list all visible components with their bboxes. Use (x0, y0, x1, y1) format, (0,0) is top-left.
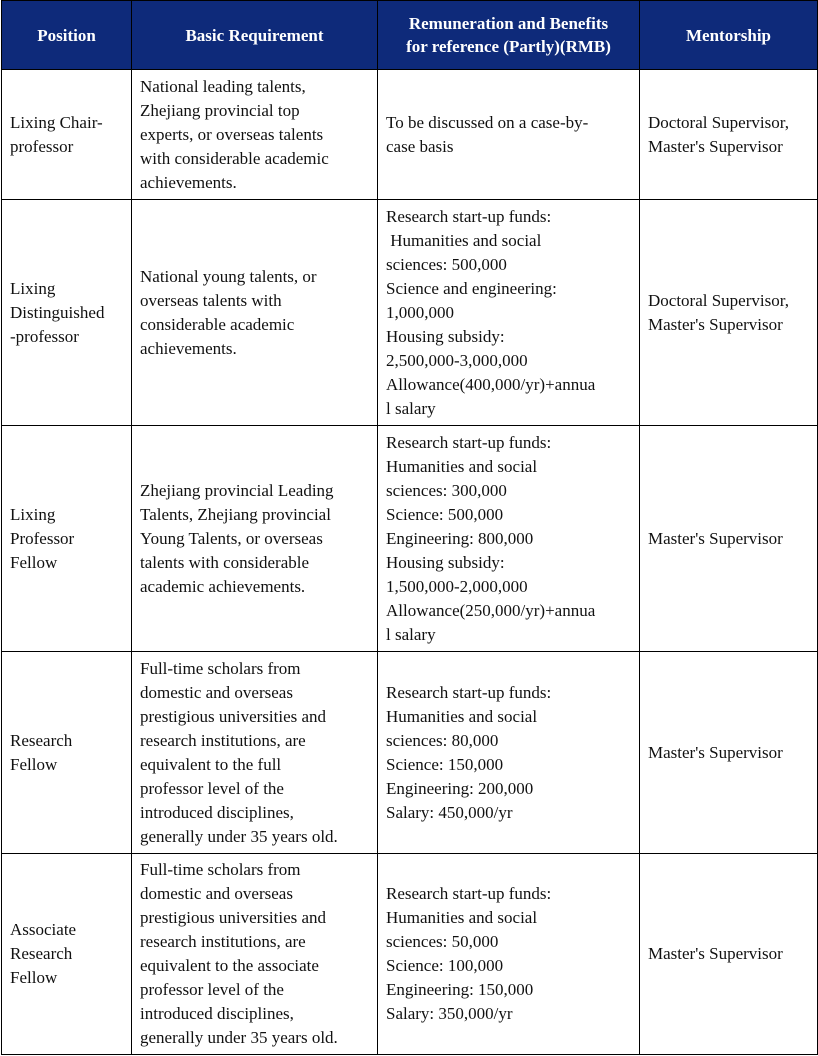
requirement-cell-line: equivalent to the full (140, 754, 282, 774)
remuneration-cell-line: sciences: 500,000 (386, 254, 507, 274)
requirement-cell-line: domestic and overseas (140, 682, 293, 702)
remuneration-cell-line: Humanities and social (386, 706, 538, 726)
remuneration-cell-line: Allowance(250,000/yr)+annua (386, 600, 596, 620)
remuneration-cell-line: sciences: 80,000 (386, 730, 499, 750)
position-cell-line: Fellow (10, 552, 58, 572)
remuneration-cell-line: Humanities and social (386, 908, 538, 927)
requirement-cell-line: achievements. (140, 338, 237, 358)
requirement-cell-line: professor level of the (140, 778, 284, 798)
position-cell-line: Distinguished (10, 302, 105, 322)
table-row (2, 854, 818, 1055)
mentorship-cell-line: Master's Supervisor (648, 136, 783, 156)
requirement-cell-line: equivalent to the associate (140, 956, 319, 975)
header-position: Position (2, 1, 132, 70)
requirement-cell-line: introduced disciplines, (140, 802, 294, 822)
remuneration-cell-line: Housing subsidy: (386, 326, 505, 346)
position-cell-line: Associate (10, 920, 77, 939)
remuneration-cell (378, 426, 640, 652)
remuneration-cell-line: Research start-up funds: (386, 432, 552, 452)
mentorship-cell-line: Master's Supervisor (648, 314, 783, 334)
requirement-cell-line: domestic and overseas (140, 884, 293, 903)
requirement-cell-line: Zhejiang provincial Leading (140, 480, 334, 500)
requirement-cell (132, 70, 378, 200)
remuneration-cell-line: Salary: 350,000/yr (386, 1004, 513, 1023)
mentorship-cell-line: Master's Supervisor (648, 944, 783, 963)
requirement-cell-line: Talents, Zhejiang provincial (140, 504, 331, 524)
remuneration-cell (378, 200, 640, 426)
position-cell (2, 200, 132, 426)
remuneration-cell-line: Science and engineering: (386, 278, 557, 298)
remuneration-cell-line: Science: 500,000 (386, 504, 504, 524)
table-row (2, 652, 818, 854)
position-cell (2, 652, 132, 854)
talent-positions-table (1, 0, 818, 1055)
table-header-row (2, 1, 818, 70)
requirement-cell-line: professor level of the (140, 980, 284, 999)
position-cell-line: Professor (10, 528, 75, 548)
remuneration-cell-line: Humanities and social (386, 230, 542, 250)
remuneration-cell-line: Engineering: 150,000 (386, 980, 534, 999)
requirement-cell-line: prestigious universities and (140, 706, 327, 726)
remuneration-cell-line: Research start-up funds: (386, 206, 552, 226)
position-cell-line: Research (10, 944, 73, 963)
remuneration-cell-line: Housing subsidy: (386, 552, 505, 572)
requirement-cell-line: Full-time scholars from (140, 860, 301, 879)
mentorship-cell-line: Doctoral Supervisor, (648, 112, 789, 132)
header-remuneration (378, 1, 640, 70)
mentorship-cell (640, 854, 818, 1055)
remuneration-cell-line: case basis (386, 136, 454, 156)
requirement-cell (132, 426, 378, 652)
requirement-cell-line: achievements. (140, 172, 237, 192)
remuneration-cell-line: sciences: 50,000 (386, 932, 499, 951)
requirement-cell-line: talents with considerable (140, 552, 310, 572)
requirement-cell-line: Full-time scholars from (140, 658, 301, 678)
position-cell-line: -professor (10, 326, 79, 346)
mentorship-cell-line: Master's Supervisor (648, 528, 783, 548)
remuneration-cell-line: Science: 100,000 (386, 956, 504, 975)
header-remuneration-line1: Remuneration and Benefits (408, 14, 609, 33)
requirement-cell-line: Young Talents, or overseas (140, 528, 323, 548)
remuneration-cell-line: 1,000,000 (386, 302, 454, 322)
remuneration-cell-line: 2,500,000-3,000,000 (386, 350, 528, 370)
requirement-cell-line: overseas talents with (140, 290, 282, 310)
position-cell-line: Lixing (10, 504, 56, 524)
position-cell-line: Lixing Chair- (10, 112, 103, 132)
position-cell-line: Lixing (10, 278, 56, 298)
table-row (2, 200, 818, 426)
remuneration-cell-line: Research start-up funds: (386, 682, 552, 702)
table-row (2, 426, 818, 652)
requirement-cell (132, 652, 378, 854)
position-cell (2, 426, 132, 652)
mentorship-cell-line: Master's Supervisor (648, 742, 783, 762)
requirement-cell-line: academic achievements. (140, 576, 306, 596)
remuneration-cell-line: Salary: 450,000/yr (386, 802, 513, 822)
position-cell-line: Research (10, 730, 73, 750)
remuneration-cell-line: Engineering: 200,000 (386, 778, 534, 798)
header-basic-requirement: Basic Requirement (132, 1, 378, 70)
requirement-cell-line: generally under 35 years old. (140, 1028, 338, 1047)
remuneration-cell-line: Research start-up funds: (386, 884, 552, 903)
remuneration-cell-line: Allowance(400,000/yr)+annua (386, 374, 596, 394)
requirement-cell-line: prestigious universities and (140, 908, 327, 927)
remuneration-cell-line: sciences: 300,000 (386, 480, 507, 500)
remuneration-cell-line: 1,500,000-2,000,000 (386, 576, 528, 596)
requirement-cell-line: Zhejiang provincial top (140, 100, 300, 120)
requirement-cell-line: with considerable academic (140, 148, 329, 168)
mentorship-cell (640, 200, 818, 426)
remuneration-cell-line: l salary (386, 398, 436, 418)
position-cell (2, 854, 132, 1055)
table-row (2, 70, 818, 200)
mentorship-cell (640, 426, 818, 652)
header-remuneration-line2: for reference (Partly)(RMB) (406, 37, 611, 56)
position-cell (2, 70, 132, 200)
remuneration-cell-line: To be discussed on a case-by- (386, 112, 589, 132)
mentorship-cell (640, 652, 818, 854)
position-cell-line: Fellow (10, 968, 58, 987)
requirement-cell (132, 200, 378, 426)
requirement-cell-line: generally under 35 years old. (140, 826, 338, 846)
remuneration-cell (378, 70, 640, 200)
requirement-cell-line: research institutions, are (140, 932, 306, 951)
requirement-cell-line: experts, or overseas talents (140, 124, 324, 144)
header-mentorship: Mentorship (640, 1, 818, 70)
remuneration-cell-line: Engineering: 800,000 (386, 528, 534, 548)
requirement-cell-line: National leading talents, (140, 76, 306, 96)
requirement-cell-line: considerable academic (140, 314, 295, 334)
position-cell-line: Fellow (10, 754, 58, 774)
mentorship-cell-line: Doctoral Supervisor, (648, 290, 789, 310)
table-body (2, 70, 818, 1055)
requirement-cell-line: National young talents, or (140, 266, 317, 286)
mentorship-cell (640, 70, 818, 200)
position-cell-line: professor (10, 136, 74, 156)
remuneration-cell-line: Science: 150,000 (386, 754, 504, 774)
remuneration-cell (378, 854, 640, 1055)
requirement-cell-line: introduced disciplines, (140, 1004, 294, 1023)
remuneration-cell (378, 652, 640, 854)
requirement-cell (132, 854, 378, 1055)
remuneration-cell-line: Humanities and social (386, 456, 538, 476)
requirement-cell-line: research institutions, are (140, 730, 306, 750)
remuneration-cell-line: l salary (386, 624, 436, 644)
